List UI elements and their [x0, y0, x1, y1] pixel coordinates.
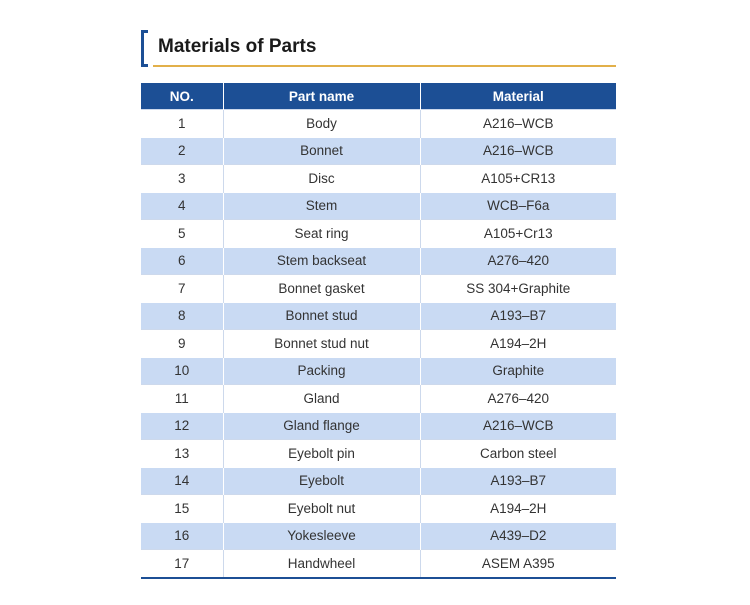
cell-material: A105+Cr13 — [420, 220, 616, 248]
table-row — [141, 110, 616, 138]
cell-part-name: Bonnet stud — [223, 302, 420, 330]
cell-no: 9 — [141, 330, 223, 358]
cell-material: A194–2H — [420, 330, 616, 358]
cell-part-name: Stem backseat — [223, 247, 420, 275]
cell-part-name: Stem — [223, 192, 420, 220]
table-row — [141, 192, 616, 220]
title-underline — [153, 65, 616, 67]
cell-part-name: Gland flange — [223, 412, 420, 440]
cell-material: Carbon steel — [420, 440, 616, 468]
cell-no: 7 — [141, 275, 223, 303]
table-row — [141, 550, 616, 578]
column-header-no: NO. — [141, 83, 223, 110]
cell-no: 4 — [141, 192, 223, 220]
cell-no: 8 — [141, 302, 223, 330]
cell-material: A439–D2 — [420, 522, 616, 550]
cell-part-name: Packing — [223, 357, 420, 385]
cell-part-name: Yokesleeve — [223, 522, 420, 550]
cell-no: 17 — [141, 550, 223, 578]
cell-material: A105+CR13 — [420, 165, 616, 193]
page-title: Materials of Parts — [158, 36, 317, 57]
cell-part-name: Eyebolt nut — [223, 495, 420, 523]
cell-part-name: Seat ring — [223, 220, 420, 248]
cell-part-name: Disc — [223, 165, 420, 193]
cell-material: A193–B7 — [420, 467, 616, 495]
table-row — [141, 440, 616, 468]
table-row — [141, 275, 616, 303]
cell-no: 10 — [141, 357, 223, 385]
cell-no: 15 — [141, 495, 223, 523]
cell-no: 11 — [141, 385, 223, 413]
cell-no: 1 — [141, 110, 223, 138]
table-row — [141, 495, 616, 523]
cell-no: 13 — [141, 440, 223, 468]
cell-part-name: Bonnet stud nut — [223, 330, 420, 358]
column-header-part-name: Part name — [223, 83, 420, 110]
cell-material: ASEM A395 — [420, 550, 616, 578]
cell-material: A193–B7 — [420, 302, 616, 330]
cell-part-name: Body — [223, 110, 420, 138]
table-row — [141, 302, 616, 330]
cell-material: A216–WCB — [420, 137, 616, 165]
cell-part-name: Bonnet gasket — [223, 275, 420, 303]
table-row — [141, 522, 616, 550]
cell-material: Graphite — [420, 357, 616, 385]
cell-no: 3 — [141, 165, 223, 193]
cell-no: 2 — [141, 137, 223, 165]
table-row — [141, 385, 616, 413]
cell-no: 12 — [141, 412, 223, 440]
table-row — [141, 137, 616, 165]
cell-material: A216–WCB — [420, 412, 616, 440]
cell-material: WCB–F6a — [420, 192, 616, 220]
cell-no: 6 — [141, 247, 223, 275]
title-bracket-decoration — [141, 30, 148, 67]
cell-material: A276–420 — [420, 247, 616, 275]
cell-part-name: Eyebolt — [223, 467, 420, 495]
table-header-row — [141, 83, 616, 110]
cell-material: A216–WCB — [420, 110, 616, 138]
table-row — [141, 247, 616, 275]
cell-part-name: Bonnet — [223, 137, 420, 165]
table-row — [141, 220, 616, 248]
cell-material: A194–2H — [420, 495, 616, 523]
table-row — [141, 467, 616, 495]
cell-material: SS 304+Graphite — [420, 275, 616, 303]
cell-material: A276–420 — [420, 385, 616, 413]
cell-no: 5 — [141, 220, 223, 248]
table-row — [141, 412, 616, 440]
cell-part-name: Gland — [223, 385, 420, 413]
cell-part-name: Eyebolt pin — [223, 440, 420, 468]
section-title-block — [141, 30, 616, 67]
cell-part-name: Handwheel — [223, 550, 420, 578]
table-row — [141, 330, 616, 358]
materials-table — [141, 83, 616, 579]
cell-no: 16 — [141, 522, 223, 550]
table-body — [141, 110, 616, 578]
column-header-material: Material — [420, 83, 616, 110]
table-row — [141, 357, 616, 385]
cell-no: 14 — [141, 467, 223, 495]
table-row — [141, 165, 616, 193]
